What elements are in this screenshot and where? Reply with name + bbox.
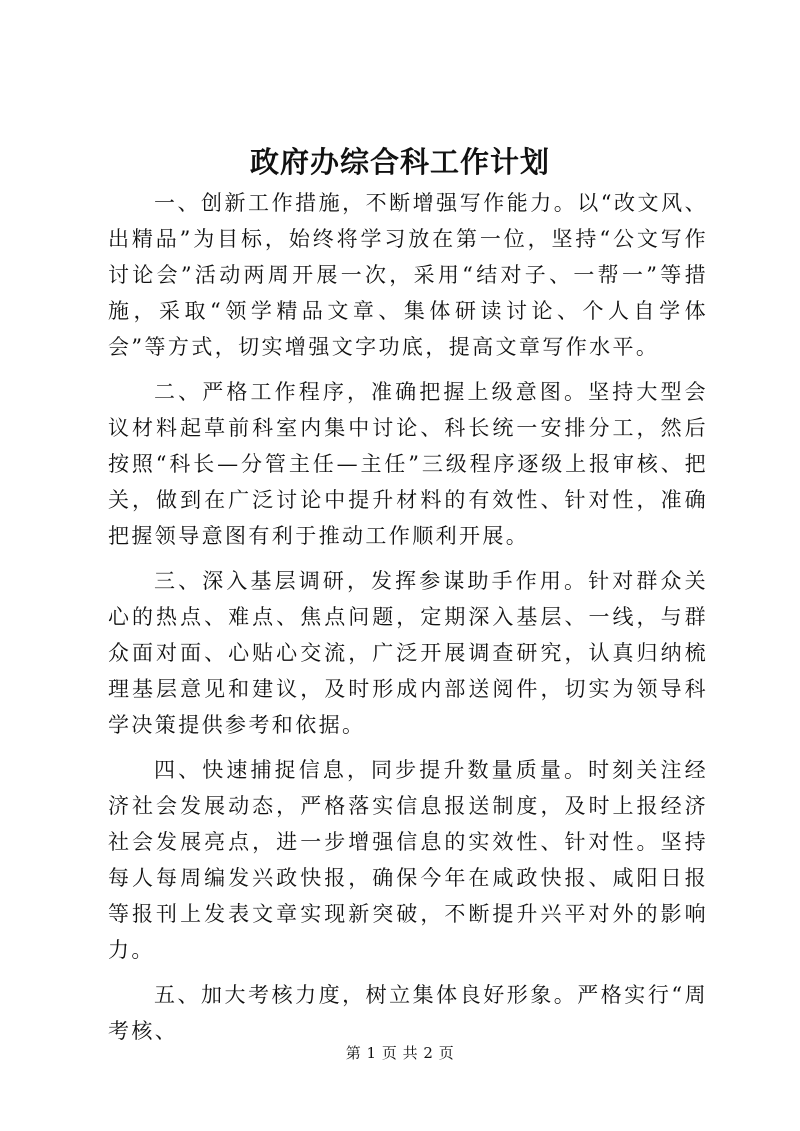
document-body: [108, 185, 708, 1058]
document-title: 政府办综合科工作计划: [249, 145, 550, 179]
paragraph-4: 四、快速捕捉信息，同步提升数量质量。时刻关注经济社会发展动态，严格落实信息报送制度，及时上报经济社会发展亮点，进一步增强信息的实效性、针对性。坚持每人每周编发兴政快报，确保今年在咸政快报、咸阳日报等报刊上发表文章实现新突破，不断提升兴平对外的影响力。: [108, 758, 708, 962]
paragraph-1: 一、创新工作措施，不断增强写作能力。以“改文风、出精品”为目标，始终将学习放在第一位，坚持“公文写作讨论会”活动两周开展一次，采用“结对子、一帮一”等措施，采取“领学精品文章、集体研读讨论、个人自学体会”等方式，切实增强文字功底，提高文章写作水平。: [108, 191, 708, 359]
paragraph-3: 三、深入基层调研，发挥参谋助手作用。针对群众关心的热点、难点、焦点问题，定期深入基层、一线，与群众面对面、心贴心交流，广泛开展调查研究，认真归纳梳理基层意见和建议，及时形成内部送阅件，切实为领导科学决策提供参考和依据。: [108, 569, 708, 737]
page-footer: 第 1 页 共 2 页: [345, 1044, 455, 1062]
paragraph-2: 二、严格工作程序，准确把握上级意图。坚持大型会议材料起草前科室内集中讨论、科长统一安排分工，然后按照“科长—分管主任—主任”三级程序逐级上报审核、把关，做到在广泛讨论中提升材料的有效性、针对性，准确把握领导意图有利于推动工作顺利开展。: [108, 380, 708, 548]
paragraph-5: 五、加大考核力度，树立集体良好形象。严格实行“周考核、: [108, 983, 708, 1043]
